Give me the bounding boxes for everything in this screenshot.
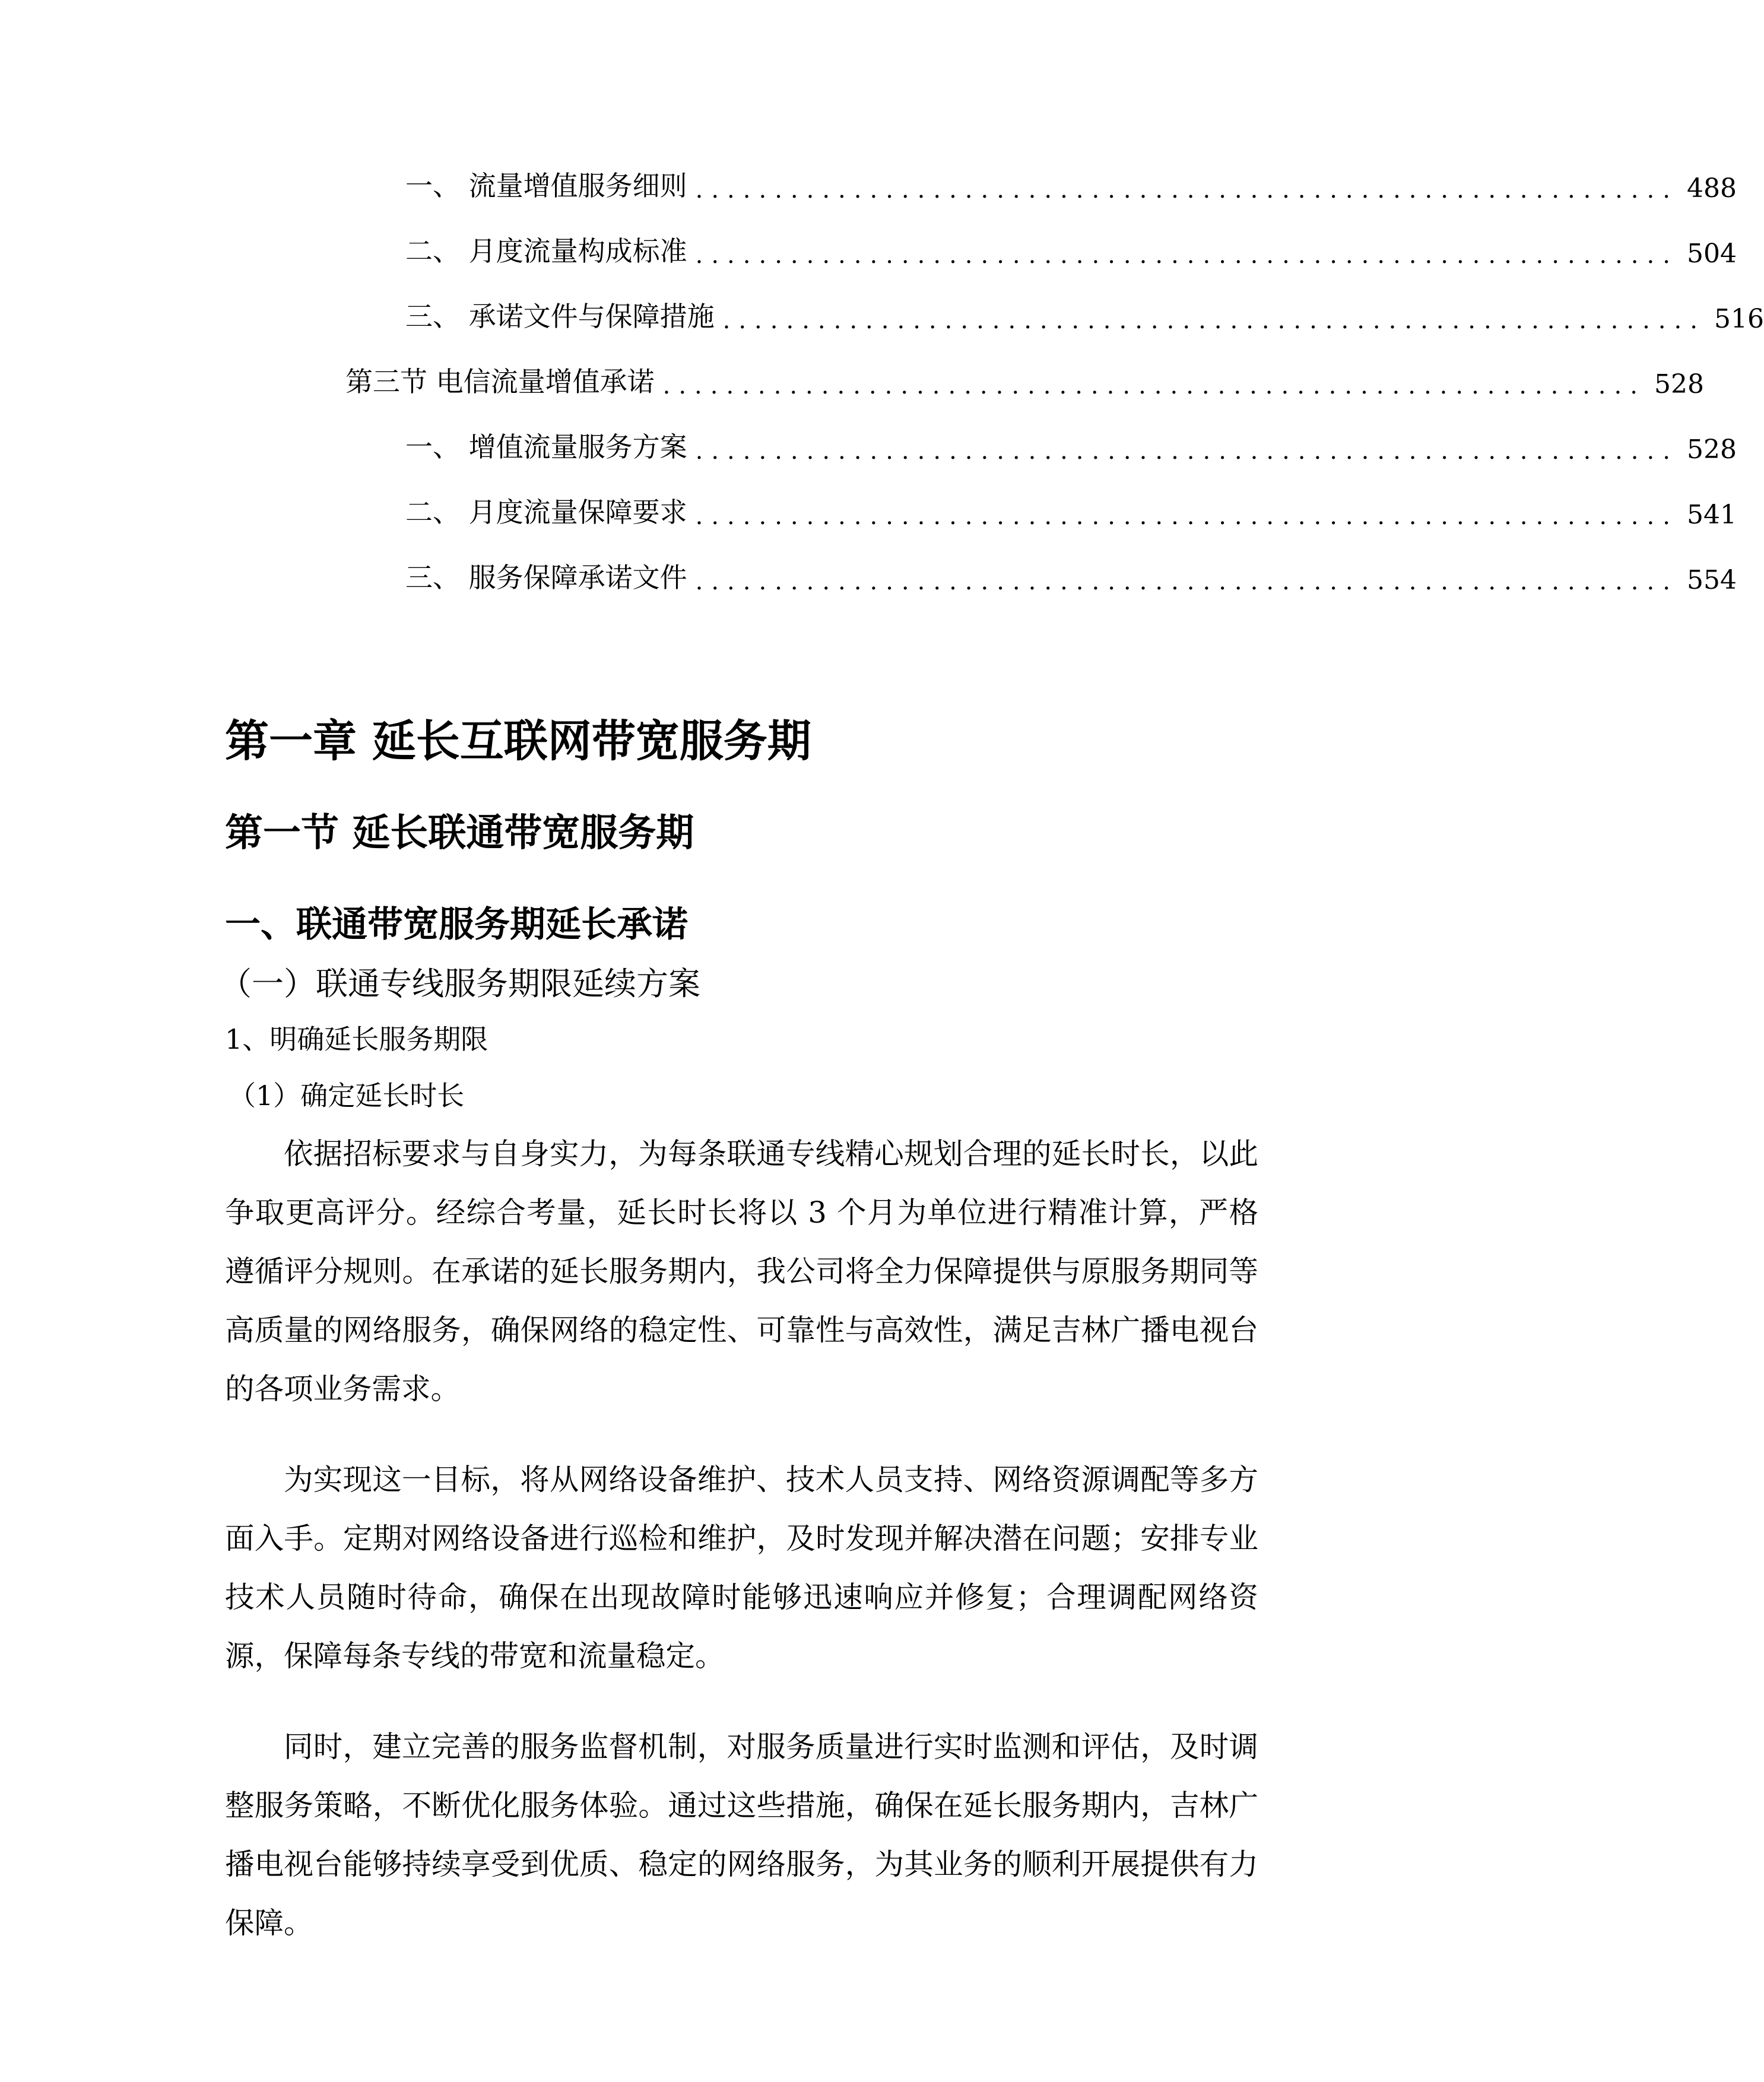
toc-entry[interactable]: [0, 299, 1764, 334]
toc-title: 增值流量服务方案: [468, 431, 687, 463]
toc-entry[interactable]: [0, 429, 1737, 465]
toc-page: 554: [1686, 565, 1737, 595]
body-text: [225, 1125, 1258, 1985]
toc-leader: ..............................................................: [695, 568, 1679, 595]
toc-number: 三、: [405, 300, 469, 332]
paragraph: 依据招标要求与自身实力，为每条联通专线精心规划合理的延长时长，以此争取更高评分。经综合考量，延长时长将以 3 个月为单位进行精准计算，严格遵循评分规则。在承诺的延长服务期内，我公司将全力保障提供与原服务期同等高质量的网络服务，确保网络的稳定性、可靠性与高效性，满足吉林广播电视台的各项业务需求。: [225, 1137, 1258, 1406]
toc-title: 第三节 电信流量增值承诺: [345, 366, 655, 398]
toc-number: 二、: [405, 235, 469, 267]
toc-page: 541: [1686, 500, 1737, 530]
toc-leader: ..............................................................: [662, 372, 1646, 399]
paragraph: 为实现这一目标，将从网络设备维护、技术人员支持、网络资源调配等多方面入手。定期对网络设备进行巡检和维护，及时发现并解决潜在问题；安排专业技术人员随时待命，确保在出现故障时能够迅速响应并修复；合理调配网络资源，保障每条专线的带宽和流量稳定。: [225, 1462, 1258, 1673]
toc-number: 一、: [405, 431, 469, 463]
toc-page: 488: [1686, 173, 1737, 204]
toc-page: 528: [1654, 369, 1704, 399]
subsection-heading: 一、联通带宽服务期延长承诺: [225, 904, 688, 945]
toc-entry[interactable]: [0, 364, 1704, 399]
toc-number: 一、: [405, 170, 469, 202]
toc-page: 516: [1714, 304, 1764, 334]
toc-title: 流量增值服务细则: [468, 170, 687, 202]
toc-entry[interactable]: [0, 168, 1737, 204]
paragraph: 同时，建立完善的服务监督机制，对服务质量进行实时监测和评估，及时调整服务策略，不断优化服务体验。通过这些措施，确保在延长服务期内，吉林广播电视台能够持续享受到优质、稳定的网络服务，为其业务的顺利开展提供有力保障。: [225, 1729, 1258, 1940]
subheading-level-6: （1）确定延长时长: [229, 1080, 465, 1112]
toc-leader: ..............................................................: [695, 503, 1679, 530]
toc-title: 月度流量保障要求: [468, 496, 687, 528]
toc-leader: ..............................................................: [722, 307, 1706, 334]
toc-title: 服务保障承诺文件: [468, 561, 687, 594]
toc-title: 月度流量构成标准: [468, 235, 687, 267]
section-heading: 第一节 延长联通带宽服务期: [225, 811, 694, 855]
toc-page: 504: [1686, 239, 1737, 269]
toc-entry[interactable]: [0, 233, 1737, 269]
toc-number: 三、: [405, 561, 469, 594]
toc-title: 承诺文件与保障措施: [468, 300, 715, 332]
chapter-heading: 第一章 延长互联网带宽服务期: [225, 716, 811, 767]
subheading-level-4: （一）联通专线服务期限延续方案: [220, 965, 700, 1002]
subheading-level-5: 1、明确延长服务期限: [225, 1023, 488, 1055]
toc-leader: ..............................................................: [695, 437, 1679, 465]
toc-page: 528: [1686, 434, 1737, 465]
toc-entry[interactable]: [0, 560, 1737, 595]
toc-entry[interactable]: [0, 494, 1737, 530]
toc-leader: ..............................................................: [695, 176, 1679, 204]
toc-number: 二、: [405, 496, 469, 528]
toc-leader: ..............................................................: [695, 242, 1679, 269]
